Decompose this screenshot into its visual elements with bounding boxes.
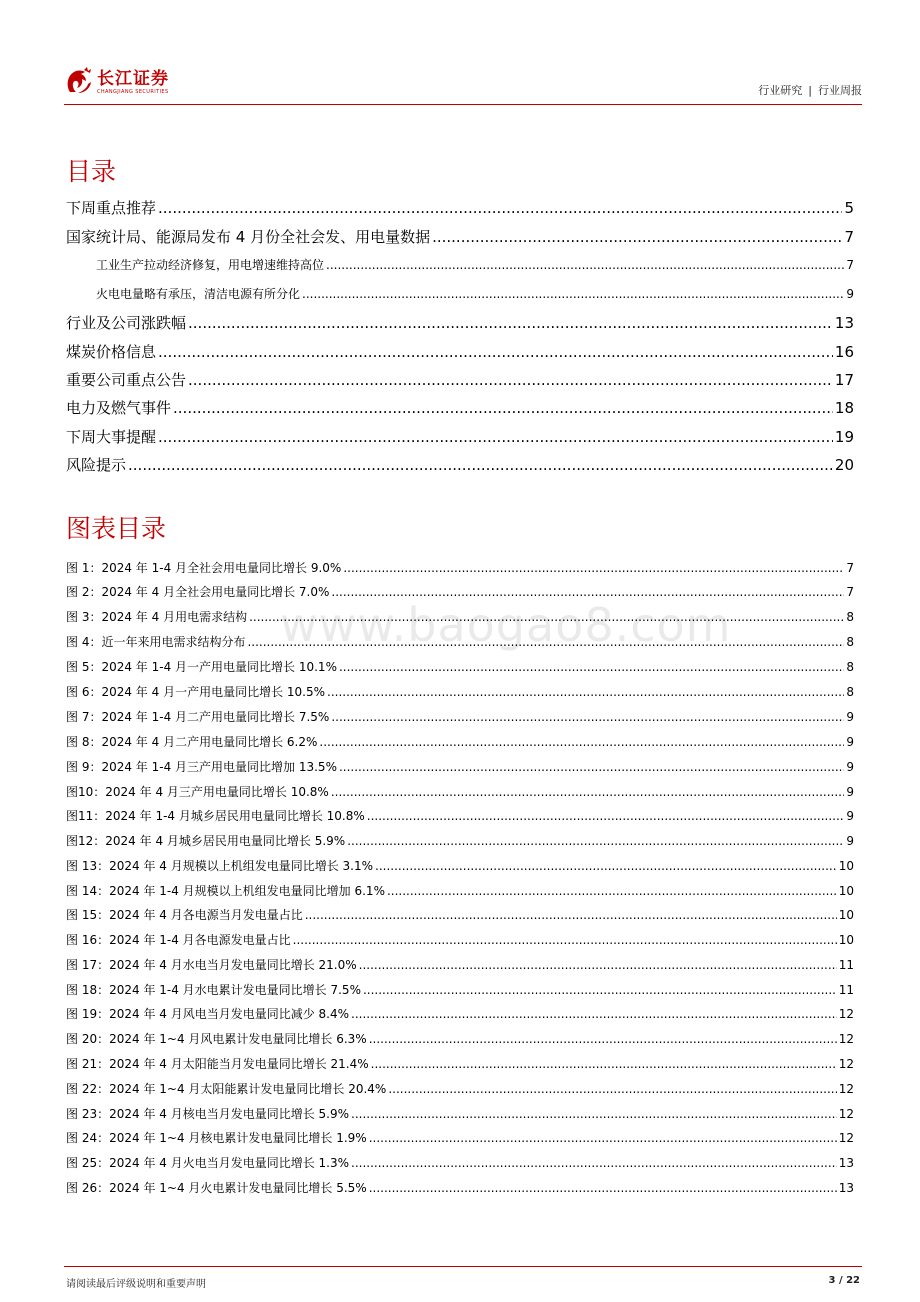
leader-dots [387,883,837,899]
leader-dots [369,1031,837,1047]
figure-entry-page: 10 [838,933,854,947]
figure-entry-text: 图 4：近一年来用电需求结构分布 [66,635,246,649]
leader-dots [158,342,833,362]
figure-entry[interactable] [66,932,854,948]
figure-entry-text: 图 3：2024 年 4 月用电需求结构 [66,610,248,624]
footer-disclaimer: 请阅读最后评级说明和重要声明 [66,1279,206,1290]
figure-entry[interactable] [66,808,854,824]
leader-dots [367,808,845,824]
leader-dots [351,1155,837,1171]
figure-entry-text: 图 14：2024 年 1-4 月规模以上机组发电量同比增加 6.1% [66,884,385,898]
figure-entry[interactable] [66,709,854,725]
leader-dots [305,907,837,923]
toc-entry[interactable] [66,370,854,390]
category-label: 行业研究 [758,84,803,97]
figure-entry-text: 图 20：2024 年 1~4 月风电累计发电量同比增长 6.3% [66,1032,367,1046]
toc-entry[interactable] [66,313,854,333]
figure-entry-text: 图 1：2024 年 1-4 月全社会用电量同比增长 9.0% [66,561,342,575]
figure-entry-page: 7 [846,585,854,599]
toc-entry-page: 20 [834,456,854,474]
figure-entry-page: 8 [846,660,854,674]
toc-entry-page: 13 [834,314,854,332]
figure-entry[interactable] [66,1155,854,1171]
toc-entry-text: 火电电量略有承压，清洁电源有所分化 [96,287,301,301]
leader-dots [293,932,837,948]
dragon-logo-icon [64,66,94,98]
leader-dots [331,709,844,725]
figure-entry[interactable] [66,858,854,874]
toc-entry-page: 19 [834,428,854,446]
toc-entry-text: 重要公司重点公告 [66,371,187,389]
figure-entry[interactable] [66,1056,854,1072]
toc-entry-text: 工业生产拉动经济修复，用电增速维持高位 [96,258,325,272]
leader-dots [247,634,844,650]
figure-entry-text: 图 21：2024 年 4 月太阳能当月发电量同比增长 21.4% [66,1057,369,1071]
toc-entry-page: 9 [846,287,854,301]
toc-entry-page: 7 [846,258,854,272]
figure-entry-text: 图12：2024 年 4 月城乡居民用电量同比增长 5.9% [66,834,346,848]
figure-entry[interactable] [66,833,854,849]
leader-dots [375,858,837,874]
leader-dots [326,257,844,273]
figure-entry-text: 图 25：2024 年 4 月火电当月发电量同比增长 1.3% [66,1156,350,1170]
figure-entry-page: 9 [846,710,854,724]
figure-entry[interactable] [66,684,854,700]
figures-title: 图表目录 [66,514,167,543]
toc-subentry[interactable] [96,286,854,302]
figure-entry-page: 12 [838,1082,854,1096]
leader-dots [432,227,842,247]
figure-entry-page: 7 [846,561,854,575]
separator: | [808,84,812,97]
figure-entry[interactable] [66,907,854,923]
figure-entry-text: 图 13：2024 年 4 月规模以上机组发电量同比增长 3.1% [66,859,374,873]
logo-english-name: CHANGJIANG SECURITIES [97,88,169,95]
figure-entry[interactable] [66,883,854,899]
leader-dots [347,833,844,849]
figure-entry-page: 11 [838,958,854,972]
figure-entry-text: 图 5：2024 年 1-4 月一产用电量同比增长 10.1% [66,660,337,674]
figure-entry-text: 图 19：2024 年 4 月风电当月发电量同比减少 8.4% [66,1007,350,1021]
figure-entry-page: 11 [838,983,854,997]
figure-entry-text: 图 2：2024 年 4 月全社会用电量同比增长 7.0% [66,585,330,599]
figure-entry[interactable] [66,560,854,576]
leader-dots [331,584,844,600]
figure-entry-page: 13 [838,1181,854,1195]
toc-entry-page: 16 [834,343,854,361]
figure-entry-page: 12 [838,1032,854,1046]
figure-entry[interactable] [66,584,854,600]
figure-entry-text: 图 9：2024 年 1-4 月三产用电量同比增加 13.5% [66,760,337,774]
figure-entry[interactable] [66,609,854,625]
figure-entry[interactable] [66,659,854,675]
leader-dots [339,759,844,775]
figure-entry-text: 图 17：2024 年 4 月水电当月发电量同比增长 21.0% [66,958,357,972]
figure-entry[interactable] [66,957,854,973]
figure-entry-text: 图 22：2024 年 1~4 月太阳能累计发电量同比增长 20.4% [66,1082,387,1096]
figure-entry[interactable] [66,784,854,800]
figure-entry-page: 8 [846,635,854,649]
toc-entry[interactable] [66,342,854,362]
leader-dots [158,198,842,218]
figure-entry-page: 9 [846,760,854,774]
toc-entry-text: 电力及燃气事件 [66,399,172,417]
leader-dots [188,313,833,333]
figure-entry[interactable] [66,1180,854,1196]
figure-entry-text: 图 23：2024 年 4 月核电当月发电量同比增长 5.9% [66,1107,350,1121]
leader-dots [327,684,844,700]
figure-entry-page: 10 [838,859,854,873]
figure-entry-page: 12 [838,1107,854,1121]
figure-entry[interactable] [66,1031,854,1047]
logo-chinese-name: 长江证券 [97,68,169,89]
leader-dots [343,560,844,576]
toc-entry-text: 国家统计局、能源局发布 4 月份全社会发、用电量数据 [66,228,431,246]
figure-entry-page: 10 [838,908,854,922]
figure-entry-page: 12 [838,1131,854,1145]
leader-dots [331,784,845,800]
figure-entry-text: 图10：2024 年 4 月三产用电量同比增长 10.8% [66,785,329,799]
figure-entry-text: 图 8：2024 年 4 月二产用电量同比增长 6.2% [66,735,318,749]
figure-entry[interactable] [66,1130,854,1146]
figure-entry[interactable] [66,1006,854,1022]
figure-entry-text: 图 15：2024 年 4 月各电源当月发电量占比 [66,908,303,922]
leader-dots [351,1106,837,1122]
toc-entry[interactable] [66,455,854,475]
figure-entry-text: 图 18：2024 年 1-4 月水电累计发电量同比增长 7.5% [66,983,361,997]
figure-entry-page: 13 [838,1156,854,1170]
sub-category-label: 行业周报 [818,84,862,97]
figure-entry[interactable] [66,734,854,750]
toc-entry-page: 7 [844,228,854,246]
figure-entry[interactable] [66,982,854,998]
toc-entry-page: 18 [834,399,854,417]
leader-dots [369,1130,837,1146]
figure-entry-text: 图 26：2024 年 1~4 月火电累计发电量同比增长 5.5% [66,1181,367,1195]
leader-dots [371,1056,837,1072]
figure-entry-page: 8 [846,685,854,699]
figure-entry[interactable] [66,759,854,775]
figure-entry-page: 12 [838,1057,854,1071]
figure-entry[interactable] [66,1081,854,1097]
toc-entry[interactable] [66,427,854,447]
leader-dots [319,734,844,750]
leader-dots [188,370,833,390]
figure-entry-text: 图 7：2024 年 1-4 月二产用电量同比增长 7.5% [66,710,330,724]
leader-dots [388,1081,836,1097]
company-logo [64,64,169,100]
toc-entry-text: 下周重点推荐 [66,199,157,217]
figure-entry-text: 图 6：2024 年 4 月一产用电量同比增长 10.5% [66,685,326,699]
toc-entry[interactable] [66,398,854,418]
figure-entry[interactable] [66,634,854,650]
leader-dots [339,659,844,675]
leader-dots [369,1180,837,1196]
leader-dots [158,427,833,447]
report-category [758,82,862,98]
toc-entry[interactable] [66,198,854,218]
leader-dots [359,957,837,973]
toc-entry-text: 风险提示 [66,456,127,474]
toc-entry-text: 煤炭价格信息 [66,343,157,361]
page-footer [64,1266,862,1290]
toc-entry[interactable] [66,227,854,247]
toc-title: 目录 [66,157,117,186]
leader-dots [363,982,837,998]
page-number: 3 / 22 [828,1275,860,1286]
figure-entry-text: 图11：2024 年 1-4 月城乡居民用电量同比增长 10.8% [66,809,365,823]
toc-entry-text: 行业及公司涨跌幅 [66,314,187,332]
leader-dots [302,286,844,302]
page-header [64,62,862,105]
toc-entry-text: 下周大事提醒 [66,428,157,446]
figure-entry-text: 图 24：2024 年 1~4 月核电累计发电量同比增长 1.9% [66,1131,367,1145]
figure-entry-page: 8 [846,610,854,624]
toc-entry-page: 17 [834,371,854,389]
leader-dots [249,609,844,625]
figure-entry-page: 9 [846,834,854,848]
watermark: www.baogao8.com [280,598,732,652]
leader-dots [351,1006,837,1022]
figure-entry-page: 9 [846,735,854,749]
leader-dots [128,455,833,475]
figure-entry-text: 图 16：2024 年 1-4 月各电源发电量占比 [66,933,291,947]
figure-entry-page: 9 [846,785,854,799]
toc-entry-page: 5 [844,199,854,217]
figure-entry-page: 9 [846,809,854,823]
figure-entry-page: 12 [838,1007,854,1021]
figure-entry-page: 10 [838,884,854,898]
toc-subentry[interactable] [96,257,854,273]
leader-dots [173,398,833,418]
figure-entry[interactable] [66,1106,854,1122]
